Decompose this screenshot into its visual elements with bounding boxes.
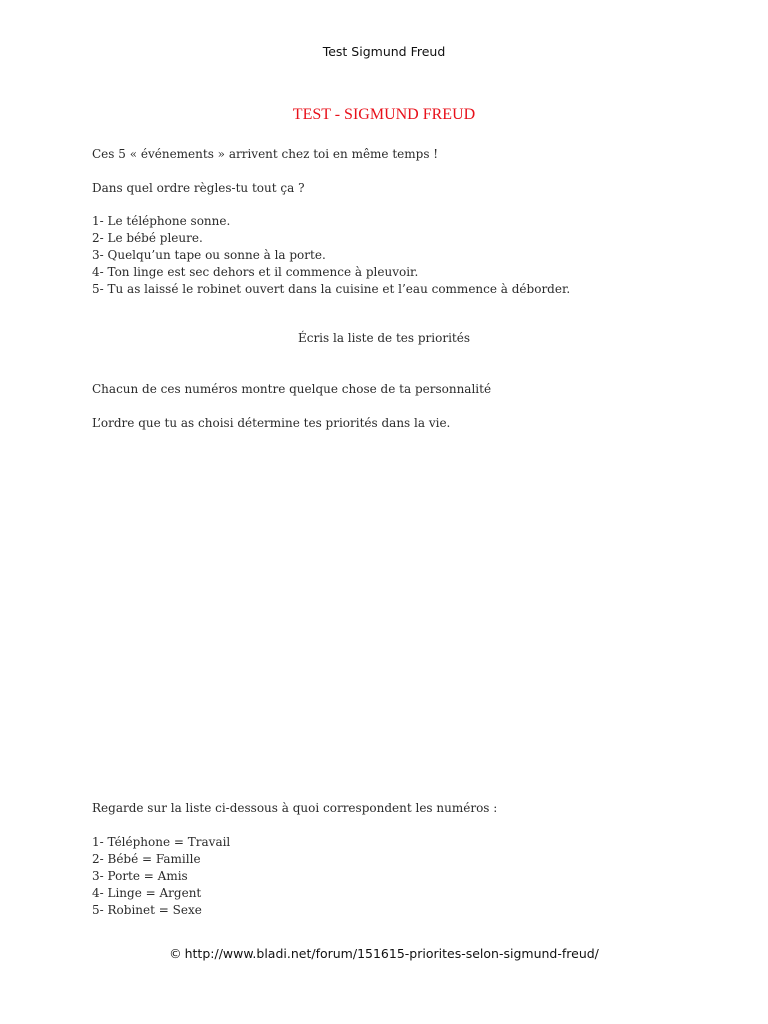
answers-list	[92, 834, 230, 919]
answer-item-1: 1- Téléphone = Travail	[92, 835, 231, 849]
copyright-icon: ©	[169, 946, 182, 961]
answer-item-4: 4- Linge = Argent	[92, 886, 202, 900]
event-item-2: 2- Le bébé pleure.	[92, 231, 203, 245]
page-header-title: Test Sigmund Freud	[322, 44, 446, 59]
answer-intro-paragraph: Regarde sur la liste ci-dessous à quoi correspondent les numéros :	[92, 801, 498, 815]
instruction-text: Écris la liste de tes priorités	[297, 331, 471, 345]
explanation-paragraph-2: L’ordre que tu as choisi détermine tes priorités dans la vie.	[92, 416, 451, 430]
answer-item-2: 2- Bébé = Famille	[92, 852, 201, 866]
event-item-4: 4- Ton linge est sec dehors et il commence à pleuvoir.	[92, 265, 419, 279]
source-url-link[interactable]: http://www.bladi.net/forum/151615-priorites-selon-sigmund-freud/	[184, 946, 599, 961]
intro-paragraph: Ces 5 « événements » arrivent chez toi en même temps !	[92, 147, 439, 161]
page-footer	[0, 946, 768, 961]
explanation-paragraph: Chacun de ces numéros montre quelque chose de ta personnalité	[92, 382, 492, 396]
event-item-1: 1- Le téléphone sonne.	[92, 214, 231, 228]
answer-item-3: 3- Porte = Amis	[92, 869, 188, 883]
events-list	[92, 213, 570, 298]
event-item-5: 5- Tu as laissé le robinet ouvert dans la cuisine et l’eau commence à déborder.	[92, 282, 571, 296]
event-item-3: 3- Quelqu’un tape ou sonne à la porte.	[92, 248, 326, 262]
answer-item-5: 5- Robinet = Sexe	[92, 903, 202, 917]
question-paragraph: Dans quel ordre règles-tu tout ça ?	[92, 181, 305, 195]
document-title: TEST - SIGMUND FREUD	[292, 106, 476, 123]
